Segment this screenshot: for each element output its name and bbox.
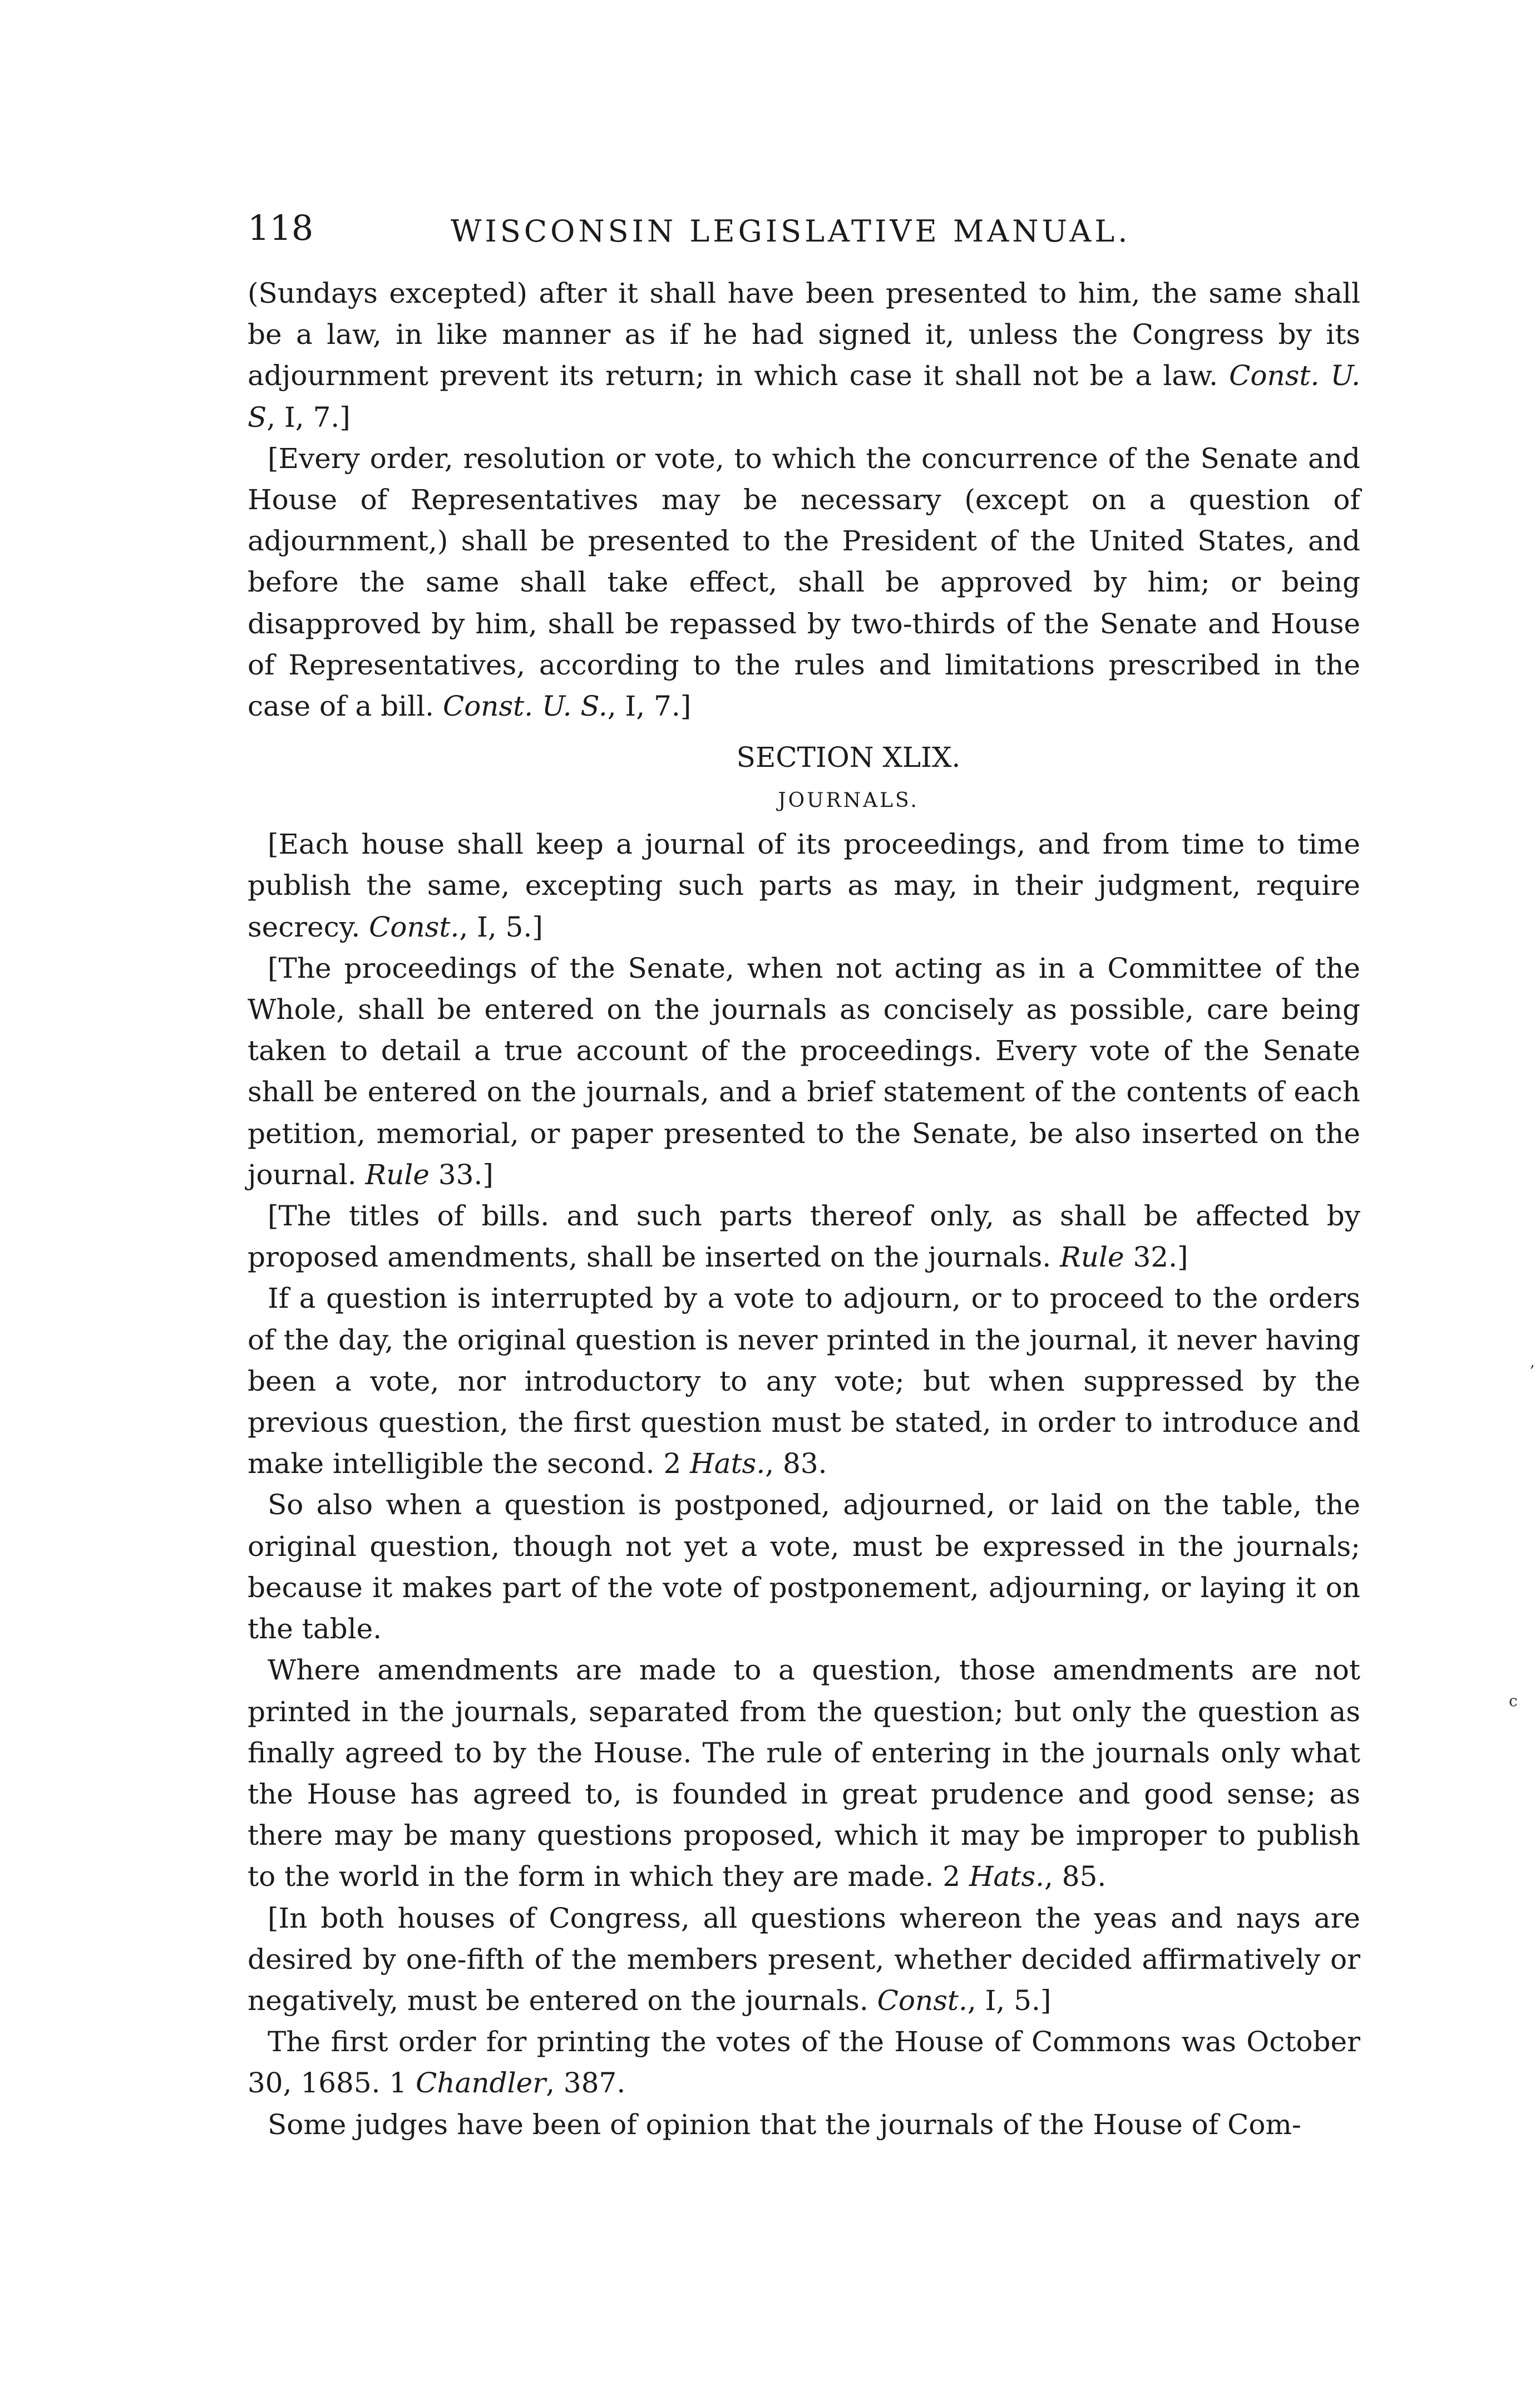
- paragraph: Some judges have been of opinion that the journals of the House of Com-: [268, 2108, 1301, 2141]
- paragraph: If a question is interrupted by a vote to adjourn, or to proceed to the orders of the day, the original question is never printed in the journal, it never having been a vote, nor introductory to any vote; but when suppressed by the previous question, the first question must be stated, in order to introduce and make intelligible the second. 2 Hats., 83.: [248, 1282, 1360, 1480]
- body-text: [248, 273, 1360, 2145]
- section-heading: SECTION XLIX.: [736, 741, 961, 774]
- speck: ,: [1530, 1352, 1535, 1371]
- page: [248, 206, 1360, 2145]
- paragraph: So also when a question is postponed, adjourned, or laid on the table, the original question, though not yet a vote, must be expressed in the journals; because it makes part of the vote of postponement, adjourning, or laying it on the table.: [248, 1489, 1360, 1646]
- citation: Rule: [365, 1158, 430, 1191]
- citation: Hats.: [690, 1447, 766, 1480]
- paragraph: [Every order, resolution or vote, to which the concurrence of the Senate and House of Representatives may be necessary (except on a question of adjournment,) shall be presented to the President of the United States, and before the same shall take effect, shall be approved by him; or being disapproved by him, shall be repassed by two-thirds of the Senate and House of Representatives, according to the rules and limitations prescribed in the case of a bill. Const. U. S., I, 7.]: [248, 442, 1360, 723]
- paragraph: Where amendments are made to a question, those amendments are not printed in the journals, separated from the question; but only the question as finally agreed to by the House. The rule of entering in the journals only what the House has agreed to, is founded in great prudence and good sense; as there may be many questions proposed, which it may be improper to publish to the world in the form in which they are made. 2 Hats., 85.: [248, 1654, 1360, 1893]
- paragraph: [The titles of bills. and such parts thereof only, as shall be affected by proposed amendments, shall be inserted on the journals. Rule 32.]: [248, 1200, 1360, 1274]
- citation: Hats.: [969, 1860, 1045, 1893]
- paragraph: [Each house shall keep a journal of its proceedings, and from time to time publish the same, excepting such parts as may, in their judgment, require secrecy. Const., I, 5.]: [248, 828, 1360, 943]
- paragraph: The first order for printing the votes of the House of Commons was October 30, 1685. 1 Chandler, 387.: [248, 2026, 1360, 2100]
- speck: c: [1509, 1692, 1518, 1710]
- citation: Const. U. S: [248, 359, 1360, 433]
- paragraph: (Sundays excepted) after it shall have been presented to him, the same shall be a law, in like manner as if he had signed it, unless the Congress by its adjournment prevent its return; in which case it shall not be a law. Const. U. S, I, 7.]: [248, 277, 1360, 433]
- section-subheading: JOURNALS.: [778, 789, 919, 812]
- citation: Chandler: [416, 2067, 546, 2100]
- running-title: WISCONSIN LEGISLATIVE MANUAL.: [451, 214, 1131, 249]
- citation: Const.: [369, 910, 460, 943]
- citation: Const. U. S.: [442, 690, 608, 723]
- citation: Const.: [877, 1984, 968, 2017]
- citation: Rule: [1060, 1241, 1124, 1274]
- paragraph: [In both houses of Congress, all questions whereon the yeas and nays are desired by one-fifth of the members present, whether decided affirmatively or negatively, must be entered on the journals. Const., I, 5.]: [248, 1901, 1360, 2017]
- running-head: [248, 206, 1360, 273]
- paragraph: [The proceedings of the Senate, when not acting as in a Committee of the Whole, shall be entered on the journals as concisely as possible, care being taken to detail a true account of the proceedings. Every vote of the Senate shall be entered on the journals, and a brief statement of the contents of each petition, memorial, or paper presented to the Senate, be also inserted on the journal. Rule 33.]: [248, 952, 1360, 1191]
- page-number: 118: [248, 208, 314, 248]
